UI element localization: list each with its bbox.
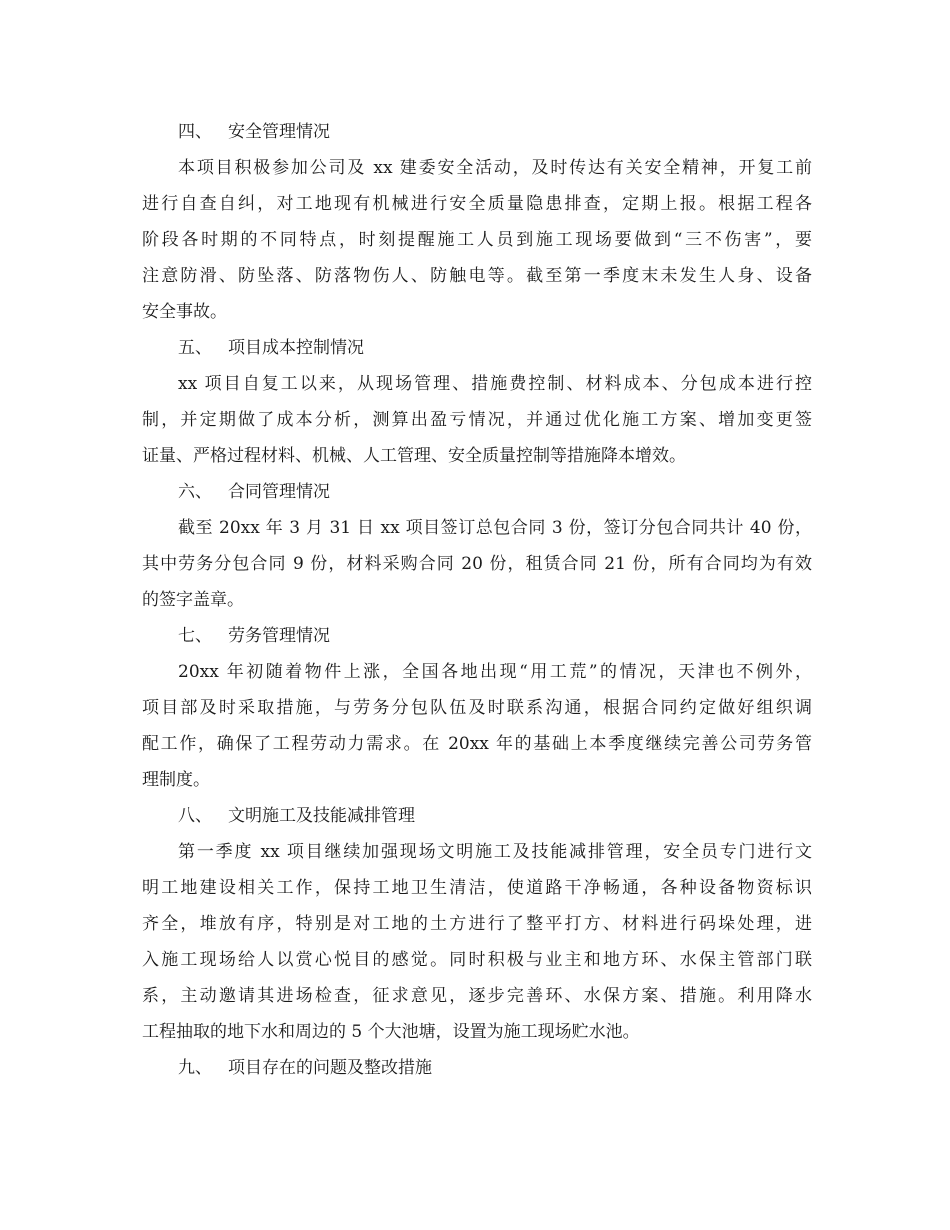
section-title: 劳务管理情况 (228, 626, 330, 646)
section-number: 五、 (178, 338, 212, 358)
section-paragraph (142, 654, 812, 798)
paragraph-line: 的签字盖章。 (142, 590, 244, 610)
paragraph-line: 阶段各时期的不同特点，时刻提醒施工人员到施工现场要做到“三不伤害”，要 (142, 230, 812, 250)
section-title: 合同管理情况 (228, 482, 330, 502)
section-paragraph (142, 150, 812, 330)
paragraph-line: 配工作，确保了工程劳动力需求。在 20xx 年的基础上本季度继续完善公司劳务管 (142, 734, 812, 754)
paragraph-line: 安全事故。 (142, 302, 227, 322)
section-paragraph (142, 366, 812, 474)
section-title: 文明施工及技能减排管理 (228, 806, 415, 826)
paragraph-line: 工程抽取的地下水和周边的 5 个大池塘，设置为施工现场贮水池。 (142, 1022, 640, 1042)
section-heading (142, 1050, 812, 1086)
paragraph-line: 证量、严格过程材料、机械、人工管理、安全质量控制等措施降本增效。 (142, 446, 686, 466)
paragraph-line: 入施工现场给人以赏心悦目的感觉。同时积极与业主和地方环、水保主管部门联 (142, 950, 812, 970)
paragraph-line: 明工地建设相关工作，保持工地卫生清洁，使道路干净畅通，各种设备物资标识 (142, 878, 812, 898)
paragraph-line: xx 项目自复工以来，从现场管理、措施费控制、材料成本、分包成本进行控 (178, 374, 812, 394)
paragraph-line: 注意防滑、防坠落、防落物伤人、防触电等。截至第一季度末未发生人身、设备 (142, 266, 812, 286)
section-number: 四、 (178, 122, 212, 142)
section-heading (142, 798, 812, 834)
paragraph-line: 第一季度 xx 项目继续加强现场文明施工及技能减排管理，安全员专门进行文 (178, 842, 812, 862)
paragraph-line: 系，主动邀请其进场检查，征求意见，逐步完善环、水保方案、措施。利用降水 (142, 986, 812, 1006)
section-title: 项目成本控制情况 (228, 338, 364, 358)
section-number: 八、 (178, 806, 212, 826)
paragraph-line: 制，并定期做了成本分析，测算出盈亏情况，并通过优化施工方案、增加变更签 (142, 410, 812, 430)
section-title: 安全管理情况 (228, 122, 330, 142)
paragraph-line: 截至 20xx 年 3 月 31 日 xx 项目签订总包合同 3 份，签订分包合同共计 40 份， (178, 518, 812, 538)
paragraph-line: 20xx 年初随着物件上涨，全国各地出现“用工荒”的情况，天津也不例外， (178, 662, 812, 682)
paragraph-line: 本项目积极参加公司及 xx 建委安全活动，及时传达有关安全精神，开复工前 (178, 158, 812, 178)
section-heading (142, 330, 812, 366)
paragraph-line: 进行自查自纠，对工地现有机械进行安全质量隐患排查，定期上报。根据工程各 (142, 194, 812, 214)
section-paragraph (142, 834, 812, 1050)
section-paragraph (142, 510, 812, 618)
section-number: 七、 (178, 626, 212, 646)
section-heading (142, 618, 812, 654)
paragraph-line: 其中劳务分包合同 9 份，材料采购合同 20 份，租赁合同 21 份，所有合同均为有效 (142, 554, 812, 574)
paragraph-line: 项目部及时采取措施，与劳务分包队伍及时联系沟通，根据合同约定做好组织调 (142, 698, 812, 718)
section-heading (142, 474, 812, 510)
paragraph-line: 齐全，堆放有序，特别是对工地的土方进行了整平打方、材料进行码垛处理，进 (142, 914, 812, 934)
section-heading (142, 114, 812, 150)
document-body (142, 114, 812, 1086)
paragraph-line: 理制度。 (142, 770, 210, 790)
section-number: 六、 (178, 482, 212, 502)
section-number: 九、 (178, 1058, 212, 1078)
section-title: 项目存在的问题及整改措施 (228, 1058, 432, 1078)
